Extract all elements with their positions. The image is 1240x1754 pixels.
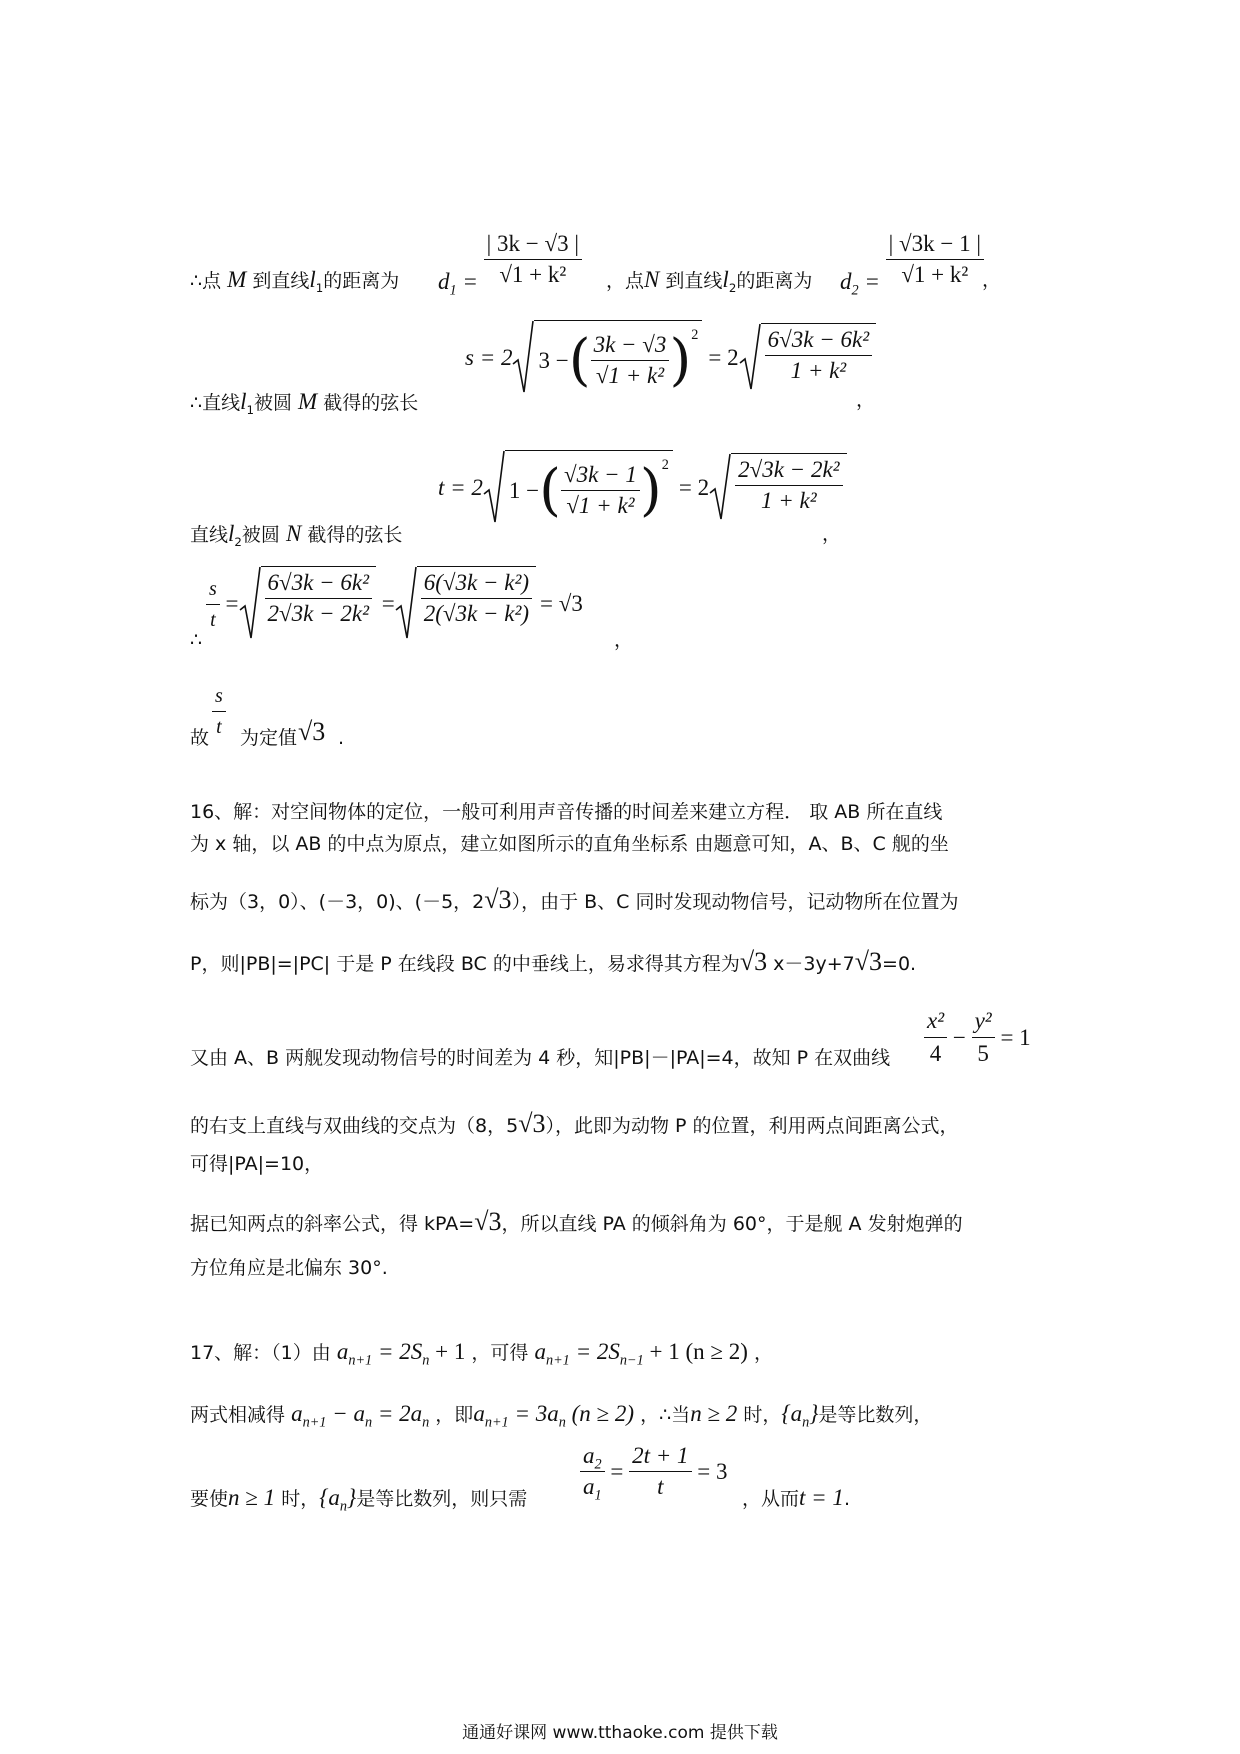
q17-line-1: 17、解：（1）由 $a_{n+1} = 2S_n + 1$ ，可得 $a_{n+1} = 2S_{n-1} + 1$ (n ≥ 2) ， xyxy=(190,1339,773,1369)
point-M: M xyxy=(227,267,247,292)
q16-line-6: 的右支上直线与双曲线的交点为（8，5√3），此即为动物 P 的位置，利用两点间距离公式， xyxy=(190,1109,959,1138)
q16-line-4: P，则|PB|=|PC| 于是 P 在线段 BC 的中垂线上，易求得其方程为√3 x－3y+7√3=0. xyxy=(190,947,917,976)
q17-line-2: 两式相减得 $a_{n+1} - a_n = 2a_n$ ，即$a_{n+1} = 3a_n$ (n ≥ 2) ，∴当n ≥ 2 时，$\{a_n\}$是等比数列， xyxy=(190,1401,933,1431)
q16-line-1: 16、解：对空间物体的定位，一般可利用声音传播的时间差来建立方程． 取 AB 所在直线 xyxy=(190,801,943,823)
d2-formula: $d_2$ = $\frac{| √3k - 1 |}{\text{√1 + k²}}$ xyxy=(840,232,984,287)
q16-line-7: 可得|PA|=10， xyxy=(190,1153,324,1175)
therefore-symbol: ∴ xyxy=(190,270,203,292)
chord-s-formula: s = 2 3 − ( $\frac{3k - √3}{\text{√1 + k²}}$ ) $^2$ = 2 $\frac{\text{6√3k − 6k²}}{\text{1 + k²}}$ xyxy=(465,320,876,396)
hyperbola-equation: $\frac{\text{x²}}{4}$ − $\frac{\text{y²}}{5}$ = 1 xyxy=(924,1008,1031,1067)
page-footer: 通通好课网 www.tthaoke.com 提供下载 xyxy=(462,1723,778,1743)
point-N: N xyxy=(644,267,660,292)
q16-line-8: 据已知两点的斜率公式，得 kPA=√3，所以直线 PA 的倾斜角为 60°，于是舰 A 发射炮弹的 xyxy=(190,1207,963,1236)
chord-t-formula: t = 2 1 − ( $\frac{√3k - 1}{\text{√1 + k²}}$ ) $^2$ = 2 $\frac{\text{2√3k − 2k²}}{\text{1 + k²}}$ xyxy=(438,450,847,526)
q16-line-2: 为 x 轴，以 AB 的中点为原点，建立如图所示的直角坐标系 由题意可知，A、B、C 舰的坐 xyxy=(190,833,949,855)
ratio-condition-formula: $\frac{a_2}{a_1}$ = $\frac{2t + 1}{t}$ = 3 xyxy=(580,1444,728,1499)
therefore-symbol: ∴ xyxy=(190,629,203,651)
q16-line-5: 又由 A、B 两舰发现动物信号的时间差为 4 秒，知|PB|－|PA|=4，故知 P 在双曲线 xyxy=(190,1047,891,1069)
ratio-formula: $\frac{s}{t}$ = $\frac{\text{6√3k − 6k²}}{\text{2√3k − 2k²}}$ = $\frac{\text{6(√3k − k²)}}{\text{2(√3k − k²)}}$ = √3 xyxy=(206,566,583,642)
q16-line-3: 标为（3，0）、(－3，0)、(－5，2√3），由于 B、C 同时发现动物信号，记动物所在位置为 xyxy=(190,885,959,914)
d1-formula: $d_1$ = $\frac{| 3k - √3 |}{\text{√1 + k²}}$ xyxy=(438,232,582,287)
q16-line-9: 方位角应是北偏东 30°. xyxy=(190,1257,388,1279)
